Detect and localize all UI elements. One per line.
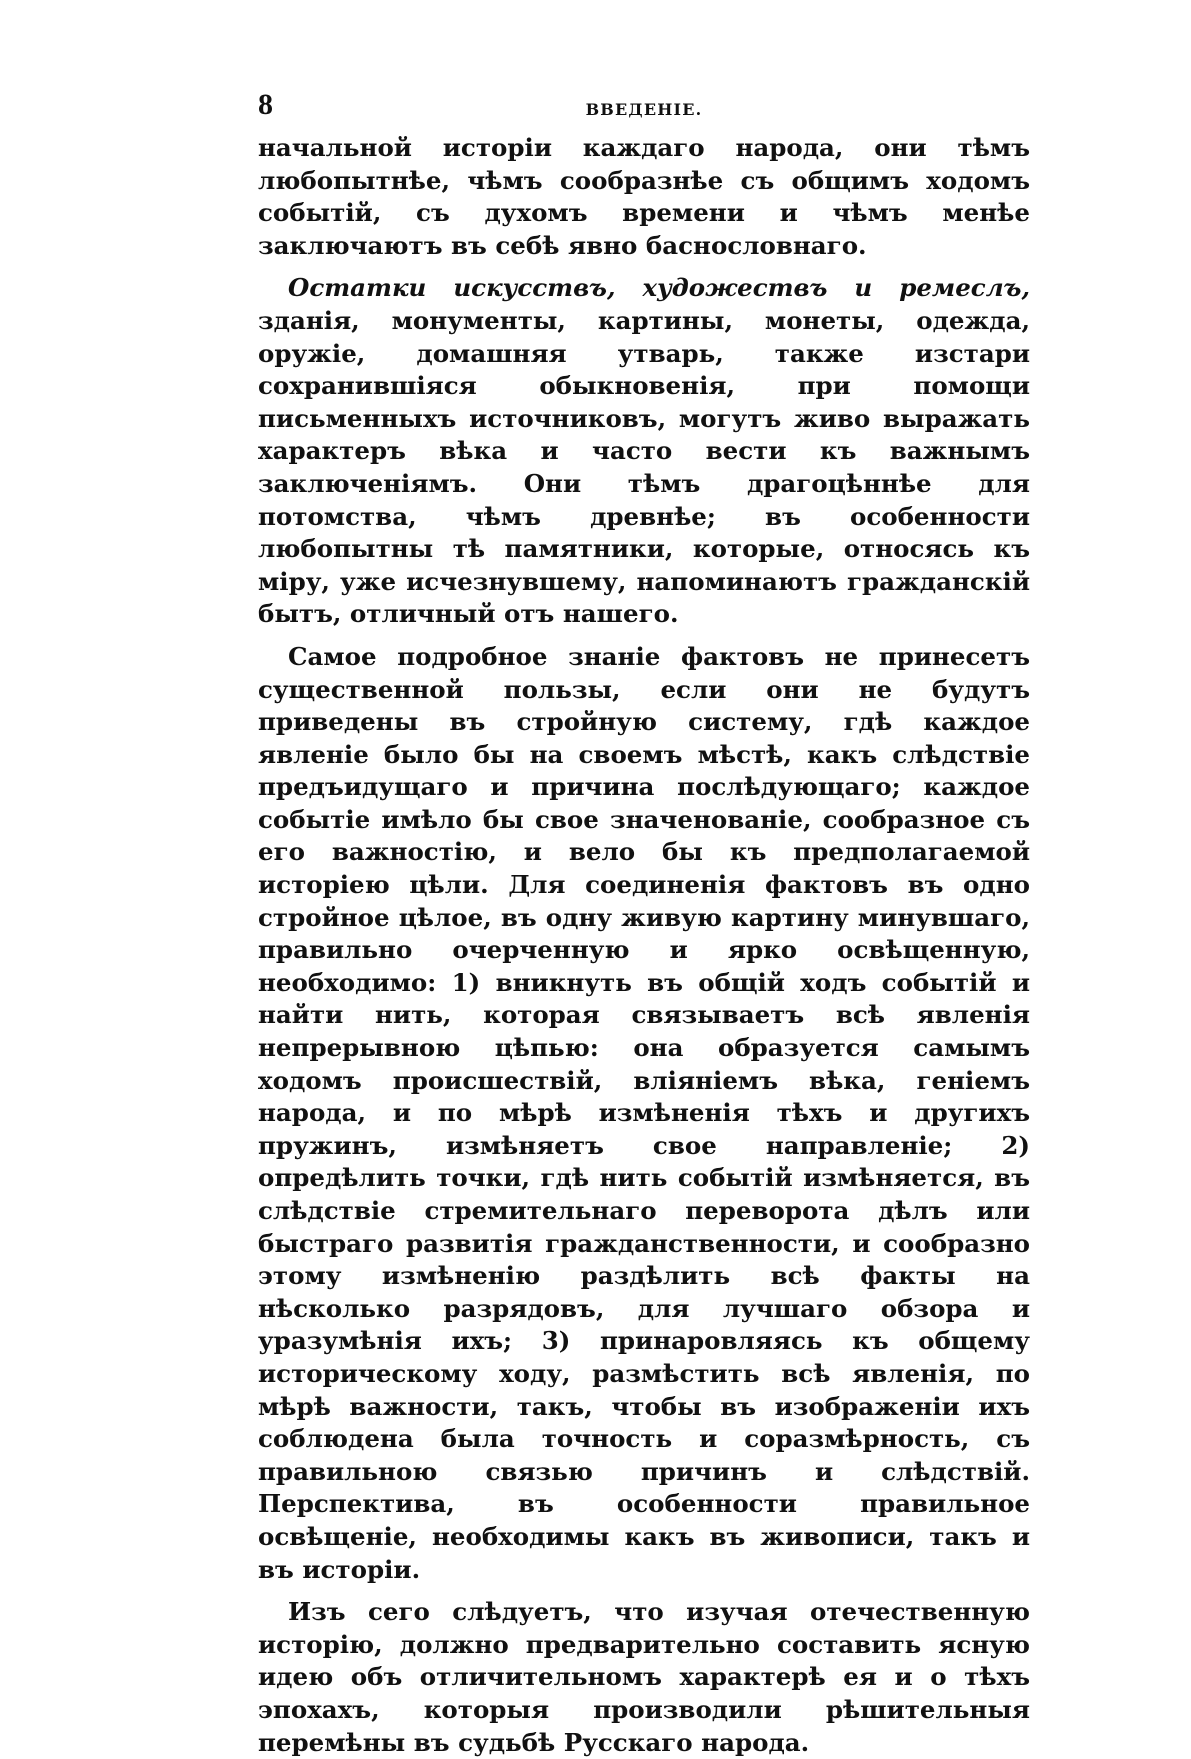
paragraph-continuation — [258, 132, 1030, 262]
book-page — [258, 88, 1030, 1759]
paragraph-conclusion — [258, 1596, 1030, 1759]
paragraph-text: начальной исторіи каждаго народа, они тѣмъ любопытнѣе, чѣмъ сообразнѣе съ общимъ ходомъ событій, съ духомъ времени и чѣмъ менѣе заключаютъ въ себѣ явно баснословнаго. — [258, 133, 1030, 260]
italic-lead-text: Остатки искусствъ, художествъ и ремеслъ, — [288, 273, 1030, 303]
paragraph-monuments — [258, 272, 1030, 631]
paragraph-system — [258, 641, 1030, 1586]
running-head: ВВЕДЕНІЕ. — [585, 100, 703, 119]
paragraph-text: зданія, монументы, картины, монеты, одежда, оружіе, домашняя утварь, также изстари сохранившіяся обыкновенія, при помощи письменныхъ источниковъ, могутъ живо выражать характеръ вѣка и часто вести къ важнымъ заключеніямъ. Они тѣмъ драгоцѣннѣе для потомства, чѣмъ древнѣе; въ особенности любопытны тѣ памятники, которые, относясь къ міру, уже исчезнувшему, напоминаютъ гражданскій бытъ, отличный отъ нашего. — [258, 305, 1030, 629]
page-header — [258, 88, 1030, 132]
paragraph-text: Изъ сего слѣдуетъ, что изучая отечественную исторію, должно предварительно составить ясную идею объ отличительномъ характерѣ ея и о тѣхъ эпохахъ, которыя производили рѣшительныя перемѣны въ судьбѣ Русскаго народа. — [258, 1597, 1030, 1757]
paragraph-text: Самое подробное знаніе фактовъ не принесетъ существенной пользы, если они не будутъ приведены въ стройную систему, гдѣ каждое явленіе было бы на своемъ мѣстѣ, какъ слѣдствіе предъидущаго и причина послѣдующаго; каждое событіе имѣло бы свое значенованіе, сообразное съ его важностію, и вело бы къ предполагаемой исторіею цѣли. Для соединенія фактовъ въ одно стройное цѣлое, въ одну живую картину минувшаго, правильно очерченную и ярко освѣщенную, необходимо: 1) вникнуть въ общій ходъ событій и найти нить, которая связываетъ всѣ явленія непрерывною цѣпью: она образуется самымъ ходомъ происшествій, вліяніемъ вѣка, геніемъ народа, и по мѣрѣ измѣненія тѣхъ и другихъ пружинъ, измѣняетъ свое направленіе; 2) опредѣлить точки, гдѣ нить событій измѣняется, въ слѣдствіе стремительнаго переворота дѣлъ или быстраго развитія гражданственности, и сообразно этому измѣненію раздѣлить всѣ факты на нѣсколько разрядовъ, для лучшаго обзора и уразумѣнія ихъ; 3) принаровляясь къ общему историческому ходу, размѣстить всѣ явленія, по мѣрѣ важности, такъ, чтобы въ изображеніи ихъ соблюдена была точность и соразмѣрность, съ правильною связью причинъ и слѣдствій. Перспектива, въ особенности правильное освѣщеніе, необходимы какъ въ живописи, такъ и въ исторіи. — [258, 641, 1030, 1584]
page-number: 8 — [258, 88, 273, 121]
